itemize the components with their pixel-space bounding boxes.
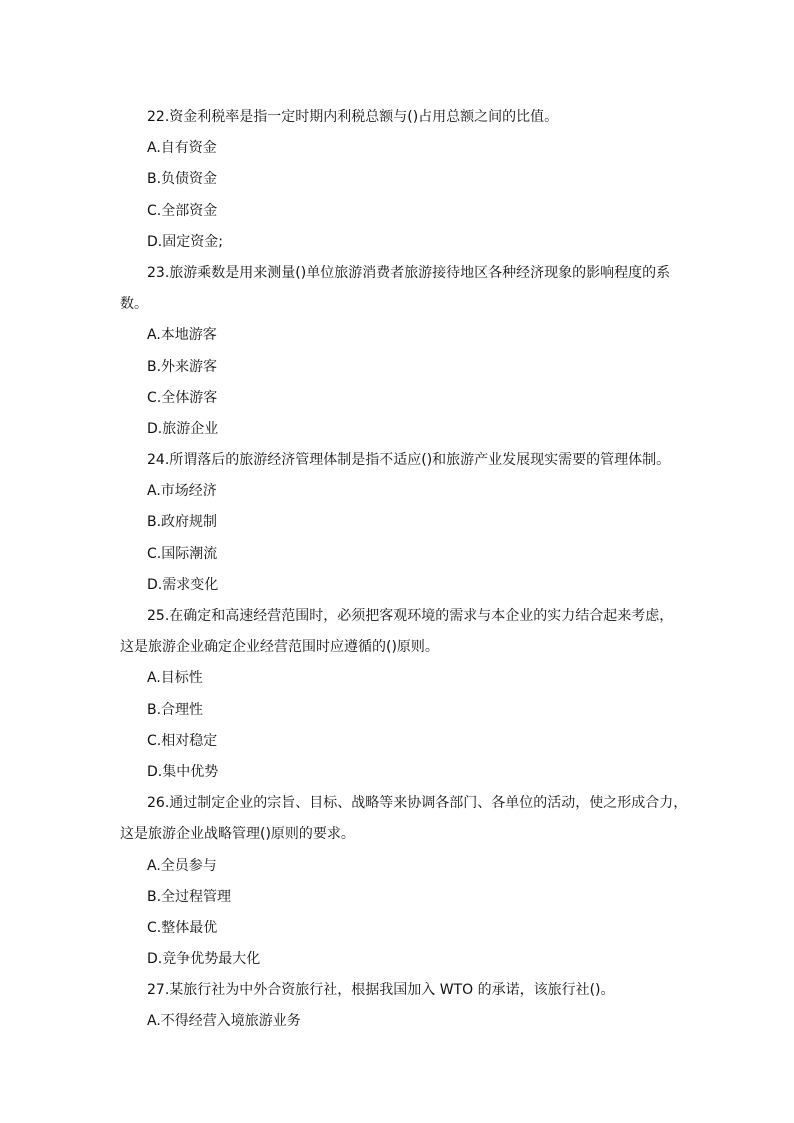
question-22-option-b: B.负债资金: [147, 171, 218, 188]
question-23-stem-continued: 数。: [120, 296, 148, 313]
question-24: [120, 445, 680, 601]
question-23-option-a: A.本地游客: [147, 327, 217, 344]
question-24-option-c: C.国际潮流: [147, 545, 218, 562]
question-23-option-b: B.外来游客: [147, 358, 218, 375]
question-23: [120, 258, 680, 445]
question-26-stem: 26.通过制定企业的宗旨、目标、战略等来协调各部门、各单位的活动，使之形成合力，: [147, 795, 688, 812]
question-24-option-a: A.市场经济: [147, 483, 217, 500]
question-25-option-d: D.集中优势: [147, 763, 219, 780]
question-26-option-d: D.竞争优势最大化: [147, 951, 261, 968]
question-25-stem-continued: 这是旅游企业确定企业经营范围时应遵循的()原则。: [120, 639, 439, 656]
question-26-stem-continued: 这是旅游企业战略管理()原则的要求。: [120, 826, 355, 843]
question-27: [120, 975, 680, 1037]
question-22-option-c: C.全部资金: [147, 202, 218, 219]
question-26-option-c: C.整体最优: [147, 919, 218, 936]
question-25-option-a: A.目标性: [147, 670, 203, 687]
question-26-option-a: A.全员参与: [147, 857, 217, 874]
question-25: [120, 601, 680, 788]
question-22: [120, 102, 680, 258]
question-27-stem: 27.某旅行社为中外合资旅行社，根据我国加入 WTO 的承诺，该旅行社()。: [147, 982, 615, 999]
question-23-option-d: D.旅游企业: [147, 420, 219, 437]
question-25-stem: 25.在确定和高速经营范围时，必须把客观环境的需求与本企业的实力结合起来考虑，: [147, 608, 674, 624]
question-24-option-d: D.需求变化: [147, 576, 219, 593]
question-24-stem: 24.所谓落后的旅游经济管理体制是指不适应()和旅游产业发展现实需要的管理体制。: [147, 452, 671, 469]
question-22-option-a: A.自有资金: [147, 140, 217, 157]
question-list: [120, 102, 688, 1038]
question-23-stem: 23.旅游乘数是用来测量()单位旅游消费者旅游接待地区各种经济现象的影响程度的系: [147, 264, 671, 281]
question-22-option-d: D.固定资金;: [147, 233, 223, 250]
question-25-option-c: C.相对稳定: [147, 732, 218, 749]
question-24-option-b: B.政府规制: [147, 514, 218, 531]
question-25-option-b: B.合理性: [147, 701, 204, 718]
question-26-option-b: B.全过程管理: [147, 888, 232, 905]
question-22-stem: 22.资金利税率是指一定时期内利税总额与()占用总额之间的比值。: [147, 109, 559, 125]
question-23-option-c: C.全体游客: [147, 389, 218, 406]
question-26: [120, 788, 688, 975]
question-27-option-a: A.不得经营入境旅游业务: [147, 1013, 301, 1030]
